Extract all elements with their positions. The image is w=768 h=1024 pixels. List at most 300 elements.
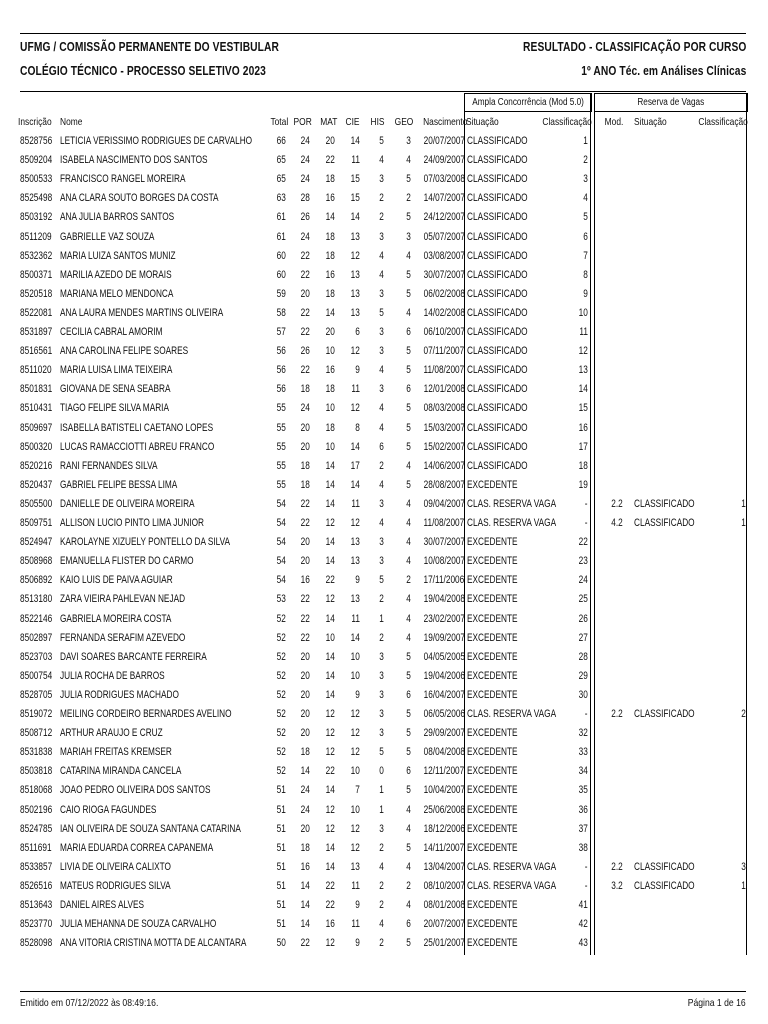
cell-his: 3 xyxy=(379,173,384,186)
table-row xyxy=(20,915,746,934)
table-row xyxy=(20,762,746,781)
cell-geo: 4 xyxy=(406,517,411,529)
cell-classificacao: 28 xyxy=(578,650,588,663)
cell-situacao: EXCEDENTE xyxy=(467,918,518,931)
table-row xyxy=(20,514,746,533)
cell-mat: 16 xyxy=(325,364,335,377)
cell-inscricao: 8528705 xyxy=(20,688,53,701)
cell-situacao: CLASSIFICADO xyxy=(467,249,528,262)
cell-nome: CAIO RIOGA FAGUNDES xyxy=(60,803,157,816)
cell-mod: 2.2 xyxy=(611,860,623,873)
cell-nascimento: 08/01/2008 xyxy=(423,899,466,911)
cell-situacao: EXCEDENTE xyxy=(467,574,518,587)
column-divider xyxy=(594,93,595,955)
cell-mod xyxy=(595,686,623,705)
cell-nome: LUCAS RAMACCIOTTI ABREU FRANCO xyxy=(60,440,215,453)
cell-mat: 12 xyxy=(325,517,335,529)
cell-cie: 13 xyxy=(350,536,360,549)
cell-total: 53 xyxy=(276,593,286,606)
cell-cie: 13 xyxy=(350,268,360,281)
cell-his: 3 xyxy=(379,650,384,663)
cell-nascimento: 25/01/2007 xyxy=(423,937,466,950)
cell-mod xyxy=(595,571,623,590)
cell-situacao: EXCEDENTE xyxy=(467,631,518,644)
cell-classificacao-r xyxy=(692,781,746,800)
report-title: RESULTADO - CLASSIFICAÇÃO POR CURSO xyxy=(522,40,746,54)
cell-geo: 2 xyxy=(406,574,411,587)
cell-cie: 9 xyxy=(355,688,360,701)
column-divider xyxy=(746,93,747,955)
cell-situacao: EXCEDENTE xyxy=(467,803,518,816)
cell-nome: MARIA EDUARDA CORREA CAPANEMA xyxy=(60,841,214,854)
cell-classificacao-r xyxy=(692,839,746,858)
table-row xyxy=(20,839,746,858)
column-divider xyxy=(590,93,591,955)
cell-por: 22 xyxy=(300,593,310,606)
cell-cie: 12 xyxy=(350,402,360,415)
cell-mod xyxy=(595,228,623,247)
cell-classificacao: 32 xyxy=(578,727,588,740)
cell-nascimento: 17/11/2006 xyxy=(423,574,465,587)
column-header-nascimento: Nascimento xyxy=(423,116,468,128)
cell-classificacao-r xyxy=(692,342,746,361)
cell-inscricao: 8531838 xyxy=(20,746,53,759)
column-divider xyxy=(464,93,465,955)
cell-geo: 5 xyxy=(406,478,411,491)
cell-inscricao: 8522146 xyxy=(20,612,53,625)
cell-inscricao: 8511209 xyxy=(20,230,52,243)
cell-mat: 16 xyxy=(325,192,335,205)
cell-geo: 5 xyxy=(406,402,411,415)
cell-classificacao-r: 2 xyxy=(741,708,746,720)
cell-mat: 14 xyxy=(325,841,335,854)
cell-geo: 4 xyxy=(406,154,411,167)
table-row xyxy=(20,457,746,476)
cell-classificacao-r xyxy=(692,533,746,552)
cell-geo: 4 xyxy=(406,631,411,644)
cell-mod xyxy=(595,915,623,934)
cell-geo: 5 xyxy=(406,650,411,663)
cell-cie: 12 xyxy=(350,746,360,759)
column-header-his: HIS xyxy=(370,116,385,128)
cell-nome: KAROLAYNE XIZUELY PONTELLO DA SILVA xyxy=(60,536,231,549)
cell-his: 3 xyxy=(379,497,384,510)
cell-classificacao: - xyxy=(585,517,588,529)
cell-mod xyxy=(595,552,623,571)
cell-inscricao: 8500320 xyxy=(20,440,53,453)
cell-situacao-r: CLASSIFICADO xyxy=(634,517,695,529)
cell-cie: 11 xyxy=(351,918,360,931)
cell-nome: DAVI SOARES BARCANTE FERREIRA xyxy=(60,650,207,663)
cell-situacao-r: CLASSIFICADO xyxy=(634,860,695,873)
org-title: UFMG / COMISSÃO PERMANENTE DO VESTIBULAR xyxy=(20,40,279,54)
cell-mat: 22 xyxy=(325,879,335,892)
cell-inscricao: 8513643 xyxy=(20,899,53,911)
cell-mod xyxy=(595,610,623,629)
cell-mod: 3.2 xyxy=(611,879,623,892)
cell-inscricao: 8518068 xyxy=(20,784,53,797)
cell-his: 3 xyxy=(379,727,384,740)
cell-inscricao: 8528098 xyxy=(20,937,53,950)
cell-nome: MEILING CORDEIRO BERNARDES AVELINO xyxy=(60,708,232,720)
cell-situacao-r: CLASSIFICADO xyxy=(634,879,695,892)
cell-cie: 11 xyxy=(351,154,360,167)
cell-inscricao: 8524947 xyxy=(20,536,53,549)
cell-mat: 14 xyxy=(325,306,335,319)
cell-mod xyxy=(595,361,623,380)
table-row xyxy=(20,724,746,743)
cell-cie: 9 xyxy=(355,364,360,377)
cell-his: 4 xyxy=(379,402,384,415)
cell-por: 24 xyxy=(300,230,310,243)
cell-nome: ANA CAROLINA FELIPE SOARES xyxy=(60,345,189,358)
cell-nascimento: 19/09/2007 xyxy=(423,631,466,644)
cell-classificacao-r xyxy=(692,915,746,934)
cell-mat: 22 xyxy=(325,899,335,911)
cell-nome: JULIA RODRIGUES MACHADO xyxy=(60,688,179,701)
cell-por: 22 xyxy=(300,306,310,319)
cell-total: 52 xyxy=(276,650,286,663)
table-row xyxy=(20,801,746,820)
cell-cie: 14 xyxy=(350,211,360,224)
cell-classificacao-r xyxy=(692,438,746,457)
cell-his: 3 xyxy=(379,287,384,300)
cell-nome: EMANUELLA FLISTER DO CARMO xyxy=(60,555,194,568)
cell-por: 20 xyxy=(300,688,310,701)
cell-mod xyxy=(595,247,623,266)
cell-classificacao-r: 1 xyxy=(741,497,746,510)
cell-mat: 14 xyxy=(325,459,335,472)
cell-nome: MARILIA AZEDO DE MORAIS xyxy=(60,268,172,281)
cell-nascimento: 28/08/2007 xyxy=(423,478,466,491)
cell-total: 51 xyxy=(276,803,286,816)
cell-mat: 18 xyxy=(325,421,335,434)
cell-classificacao: 3 xyxy=(583,173,588,186)
cell-por: 26 xyxy=(300,211,310,224)
cell-classificacao: 11 xyxy=(579,326,588,338)
cell-his: 4 xyxy=(379,249,384,262)
cell-classificacao-r xyxy=(692,380,746,399)
cell-nome: ANA JULIA BARROS SANTOS xyxy=(60,211,175,224)
cell-geo: 6 xyxy=(406,383,411,396)
table-row xyxy=(20,533,746,552)
cell-nascimento: 12/11/2007 xyxy=(423,765,465,778)
cell-cie: 12 xyxy=(350,841,360,854)
cell-cie: 17 xyxy=(350,459,360,472)
cell-nome: GABRIEL FELIPE BESSA LIMA xyxy=(60,478,178,491)
cell-classificacao: 37 xyxy=(578,822,588,835)
cell-por: 20 xyxy=(300,708,310,720)
cell-situacao: EXCEDENTE xyxy=(467,593,518,606)
cell-his: 3 xyxy=(379,230,384,243)
cell-mat: 18 xyxy=(325,230,335,243)
cell-his: 6 xyxy=(379,440,384,453)
cell-mat: 14 xyxy=(325,555,335,568)
cell-por: 18 xyxy=(300,841,310,854)
cell-situacao: CLASSIFICADO xyxy=(467,135,528,147)
cell-classificacao: 15 xyxy=(578,402,588,415)
cell-nascimento: 29/09/2007 xyxy=(423,727,466,740)
cell-geo: 5 xyxy=(406,669,411,682)
cell-mod: 4.2 xyxy=(611,517,623,529)
cell-classificacao: 6 xyxy=(583,230,588,243)
cell-classificacao: 36 xyxy=(578,803,588,816)
cell-his: 2 xyxy=(379,937,384,950)
cell-situacao: CLASSIFICADO xyxy=(467,345,528,358)
cell-geo: 6 xyxy=(406,765,411,778)
cell-classificacao: 25 xyxy=(578,593,588,606)
cell-total: 52 xyxy=(276,765,286,778)
cell-mod xyxy=(595,533,623,552)
cell-inscricao: 8500754 xyxy=(20,669,53,682)
cell-nascimento: 20/07/2007 xyxy=(423,918,466,931)
cell-cie: 13 xyxy=(350,555,360,568)
cell-mod xyxy=(595,266,623,285)
cell-his: 4 xyxy=(379,268,384,281)
column-header-mat: MAT xyxy=(319,116,337,128)
cell-situacao: EXCEDENTE xyxy=(467,612,518,625)
cell-cie: 11 xyxy=(351,879,360,892)
cell-mod xyxy=(595,342,623,361)
cell-nascimento: 14/11/2007 xyxy=(423,841,465,854)
cell-situacao: CLASSIFICADO xyxy=(467,192,528,205)
cell-situacao: CLASSIFICADO xyxy=(467,154,528,167)
cell-inscricao: 8511020 xyxy=(20,364,52,377)
cell-mod xyxy=(595,304,623,323)
cell-inscricao: 8506892 xyxy=(20,574,53,587)
cell-nome: ARTHUR ARAUJO E CRUZ xyxy=(60,727,163,740)
cell-geo: 4 xyxy=(406,593,411,606)
cell-classificacao-r xyxy=(692,208,746,227)
cell-por: 20 xyxy=(300,555,310,568)
table-row xyxy=(20,743,746,762)
cell-total: 54 xyxy=(276,536,286,549)
table-row xyxy=(20,629,746,648)
cell-total: 54 xyxy=(276,555,286,568)
cell-mod xyxy=(595,801,623,820)
cell-his: 5 xyxy=(379,135,384,147)
cell-mod xyxy=(595,399,623,418)
cell-geo: 5 xyxy=(406,440,411,453)
cell-classificacao: 41 xyxy=(578,899,588,911)
cell-classificacao-r xyxy=(692,762,746,781)
cell-por: 24 xyxy=(300,154,310,167)
cell-total: 54 xyxy=(276,517,286,529)
cell-mat: 10 xyxy=(325,402,335,415)
cell-por: 24 xyxy=(300,784,310,797)
cell-geo: 4 xyxy=(406,822,411,835)
cell-nome: ANA CLARA SOUTO BORGES DA COSTA xyxy=(60,192,219,205)
cell-situacao: EXCEDENTE xyxy=(467,784,518,797)
cell-mod xyxy=(595,762,623,781)
cell-nome: CATARINA MIRANDA CANCELA xyxy=(60,765,182,778)
cell-geo: 6 xyxy=(406,688,411,701)
cell-nascimento: 19/04/2006 xyxy=(423,669,466,682)
cell-mat: 14 xyxy=(325,650,335,663)
cell-his: 4 xyxy=(379,421,384,434)
cell-total: 52 xyxy=(276,688,286,701)
cell-classificacao-r xyxy=(692,399,746,418)
cell-classificacao: 12 xyxy=(578,345,588,358)
cell-total: 51 xyxy=(276,899,286,911)
cell-por: 22 xyxy=(300,937,310,950)
cell-his: 4 xyxy=(379,154,384,167)
cell-mod xyxy=(595,132,623,151)
cell-por: 22 xyxy=(300,497,310,510)
cell-cie: 10 xyxy=(350,765,360,778)
cell-nome: CECILIA CABRAL AMORIM xyxy=(60,326,163,338)
cell-mod xyxy=(595,667,623,686)
cell-mod xyxy=(595,189,623,208)
cell-his: 3 xyxy=(379,669,384,682)
cell-situacao: CLASSIFICADO xyxy=(467,268,528,281)
cell-situacao: CLASSIFICADO xyxy=(467,287,528,300)
cell-nascimento: 07/03/2008 xyxy=(423,173,466,186)
cell-por: 18 xyxy=(300,746,310,759)
cell-inscricao: 8513180 xyxy=(20,593,53,606)
cell-situacao: EXCEDENTE xyxy=(467,937,518,950)
cell-nascimento: 14/02/2008 xyxy=(423,306,466,319)
cell-por: 22 xyxy=(300,326,310,338)
cell-total: 52 xyxy=(276,612,286,625)
cell-classificacao: 24 xyxy=(578,574,588,587)
cell-total: 55 xyxy=(276,459,286,472)
cell-classificacao-r xyxy=(692,189,746,208)
cell-nascimento: 06/10/2007 xyxy=(423,326,466,338)
cell-total: 56 xyxy=(276,383,286,396)
cell-geo: 6 xyxy=(406,326,411,338)
cell-nome: GABRIELLE VAZ SOUZA xyxy=(60,230,155,243)
cell-mat: 14 xyxy=(325,478,335,491)
cell-classificacao: 14 xyxy=(578,383,588,396)
cell-his: 2 xyxy=(379,879,384,892)
cell-mat: 18 xyxy=(325,383,335,396)
page-number: Página 1 de 16 xyxy=(688,997,746,1009)
cell-classificacao-r xyxy=(692,648,746,667)
cell-nascimento: 08/03/2008 xyxy=(423,402,466,415)
cell-classificacao-r xyxy=(692,457,746,476)
cell-cie: 9 xyxy=(355,899,360,911)
cell-nome: DANIEL AIRES ALVES xyxy=(60,899,145,911)
table-row xyxy=(20,266,746,285)
cell-nome: LETICIA VERISSIMO RODRIGUES DE CARVALHO xyxy=(60,135,253,147)
column-header-classificacao: Classificação xyxy=(542,116,592,128)
cell-nascimento: 20/07/2007 xyxy=(423,135,466,147)
cell-his: 1 xyxy=(379,612,384,625)
cell-nome: ISABELA NASCIMENTO DOS SANTOS xyxy=(60,154,208,167)
cell-nascimento: 14/06/2007 xyxy=(423,459,466,472)
column-header-total: Total xyxy=(270,116,289,128)
cell-total: 61 xyxy=(276,211,286,224)
cell-total: 52 xyxy=(276,746,286,759)
cell-mat: 12 xyxy=(325,937,335,950)
table-row xyxy=(20,858,746,877)
cell-por: 22 xyxy=(300,517,310,529)
cell-mod xyxy=(595,380,623,399)
cell-inscricao: 8501831 xyxy=(20,383,53,396)
cell-mat: 12 xyxy=(325,593,335,606)
table-row xyxy=(20,285,746,304)
cell-his: 3 xyxy=(379,822,384,835)
cell-total: 60 xyxy=(276,249,286,262)
cell-cie: 15 xyxy=(350,192,360,205)
cell-nome: RANI FERNANDES SILVA xyxy=(60,459,158,472)
cell-mat: 14 xyxy=(325,497,335,510)
cell-por: 20 xyxy=(300,421,310,434)
cell-nome: LIVIA DE OLIVEIRA CALIXTO xyxy=(60,860,171,873)
cell-por: 22 xyxy=(300,268,310,281)
cell-nascimento: 08/04/2008 xyxy=(423,746,466,759)
column-header-situacao: Situação xyxy=(466,116,499,128)
cell-total: 54 xyxy=(276,574,286,587)
cell-classificacao-r xyxy=(692,151,746,170)
cell-mod xyxy=(595,781,623,800)
cell-mat: 16 xyxy=(325,268,335,281)
cell-inscricao: 8519072 xyxy=(20,708,53,720)
cell-por: 22 xyxy=(300,249,310,262)
cell-geo: 5 xyxy=(406,784,411,797)
cell-situacao: EXCEDENTE xyxy=(467,841,518,854)
cell-por: 22 xyxy=(300,631,310,644)
cell-classificacao: 35 xyxy=(578,784,588,797)
cell-geo: 4 xyxy=(406,803,411,816)
cell-classificacao-r xyxy=(692,361,746,380)
column-header-geo: GEO xyxy=(394,116,414,128)
cell-classificacao: 9 xyxy=(583,287,588,300)
cell-nascimento: 13/04/2007 xyxy=(423,860,466,873)
cell-inscricao: 8520437 xyxy=(20,478,53,491)
table-row xyxy=(20,419,746,438)
cell-nascimento: 14/07/2007 xyxy=(423,192,466,205)
table-row xyxy=(20,571,746,590)
cell-por: 20 xyxy=(300,287,310,300)
cell-mod xyxy=(595,285,623,304)
table-row xyxy=(20,151,746,170)
cell-classificacao: 18 xyxy=(578,459,588,472)
cell-nascimento: 04/05/2005 xyxy=(423,650,466,663)
cell-nascimento: 07/11/2007 xyxy=(423,345,465,358)
cell-classificacao-r xyxy=(692,228,746,247)
cell-por: 26 xyxy=(300,345,310,358)
cell-cie: 10 xyxy=(350,803,360,816)
cell-classificacao: 5 xyxy=(583,211,588,224)
cell-nascimento: 23/02/2007 xyxy=(423,612,466,625)
cell-nome: IAN OLIVEIRA DE SOUZA SANTANA CATARINA xyxy=(60,822,241,835)
cell-cie: 11 xyxy=(351,497,360,510)
cell-por: 16 xyxy=(300,860,310,873)
cell-inscricao: 8523703 xyxy=(20,650,53,663)
cell-mod xyxy=(595,476,623,495)
cell-inscricao: 8510431 xyxy=(20,402,53,415)
cell-cie: 10 xyxy=(350,669,360,682)
cell-mod xyxy=(595,839,623,858)
cell-nascimento: 18/12/2006 xyxy=(423,822,466,835)
table-row xyxy=(20,781,746,800)
cell-classificacao: 42 xyxy=(578,918,588,931)
cell-total: 55 xyxy=(276,421,286,434)
cell-mat: 14 xyxy=(325,211,335,224)
cell-mat: 22 xyxy=(325,765,335,778)
cell-total: 56 xyxy=(276,345,286,358)
cell-classificacao-r: 3 xyxy=(741,860,746,873)
cell-nascimento: 08/10/2007 xyxy=(423,879,466,892)
cell-situacao: CLASSIFICADO xyxy=(467,230,528,243)
cell-classificacao: 17 xyxy=(578,440,588,453)
table-row xyxy=(20,877,746,896)
cell-mod xyxy=(595,629,623,648)
cell-cie: 13 xyxy=(350,860,360,873)
cell-cie: 12 xyxy=(350,517,360,529)
